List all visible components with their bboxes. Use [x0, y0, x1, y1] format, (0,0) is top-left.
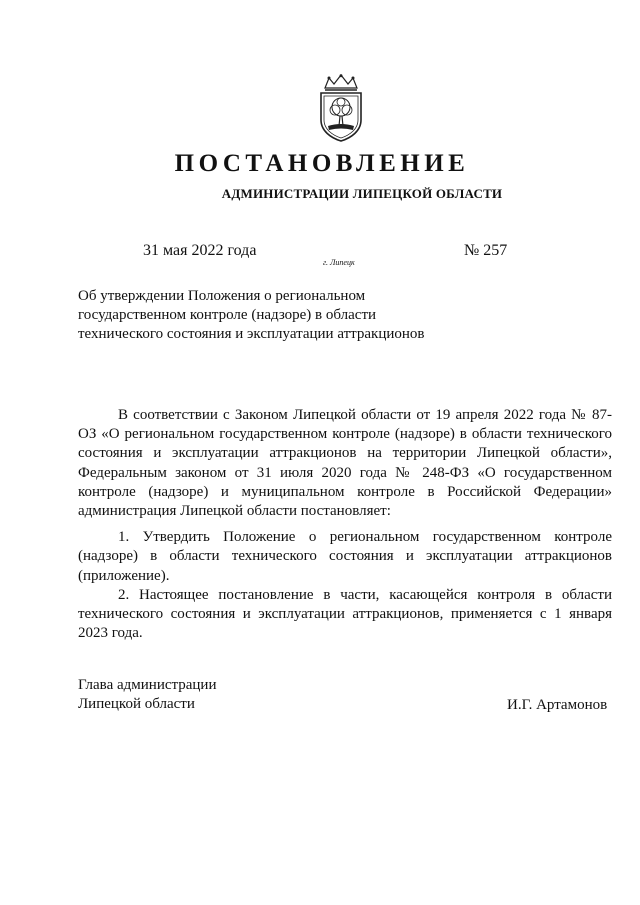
document-body: [78, 406, 612, 643]
signatory-name: И.Г. Артамонов: [507, 697, 608, 713]
document-date: 31 мая 2022 года: [143, 242, 257, 259]
signatory-position: [78, 676, 216, 714]
lipetsk-coat-of-arms-icon: [313, 74, 369, 142]
position-line: Липецкой области: [78, 696, 195, 712]
heading-line: государственном контроле (надзоре) в области: [78, 307, 377, 323]
document-city: г. Липецк: [323, 258, 355, 267]
document-title: ПОСТАНОВЛЕНИЕ: [174, 150, 470, 177]
document-number: № 257: [464, 242, 508, 259]
position-line: Глава администрации: [78, 677, 217, 693]
issuer-subtitle: АДМИНИСТРАЦИИ ЛИПЕЦКОЙ ОБЛАСТИ: [221, 186, 503, 201]
item-paragraph-1: 1. Утвердить Положение о региональном государственном контроле (надзоре) в области технического состояния и эксплуатации аттракционов (приложение).: [78, 529, 612, 584]
heading-line: технического состояния и эксплуатации аттракционов: [78, 326, 425, 342]
document-heading: [78, 287, 498, 344]
item-paragraph-2: 2. Настоящее постановление в части, касающейся контроля в области технического состояния и эксплуатации аттракционов, применяется с 1 января 2023 года.: [78, 586, 612, 642]
preamble-paragraph: В соответствии с Законом Липецкой области от 19 апреля 2022 года № 87-ОЗ «О региональном государственном контроле (надзоре) в области технического состояния и эксплуатации аттракционов на территории Липецкой области», Федеральным законом от 31 июля 2020 года № 248-ФЗ «О государственном контроле (надзоре) и муниципальном контроле в Российской Федерации» администрация Липецкой области постановляет:: [78, 407, 612, 520]
heading-line: Об утверждении Положения о региональном: [78, 288, 366, 304]
